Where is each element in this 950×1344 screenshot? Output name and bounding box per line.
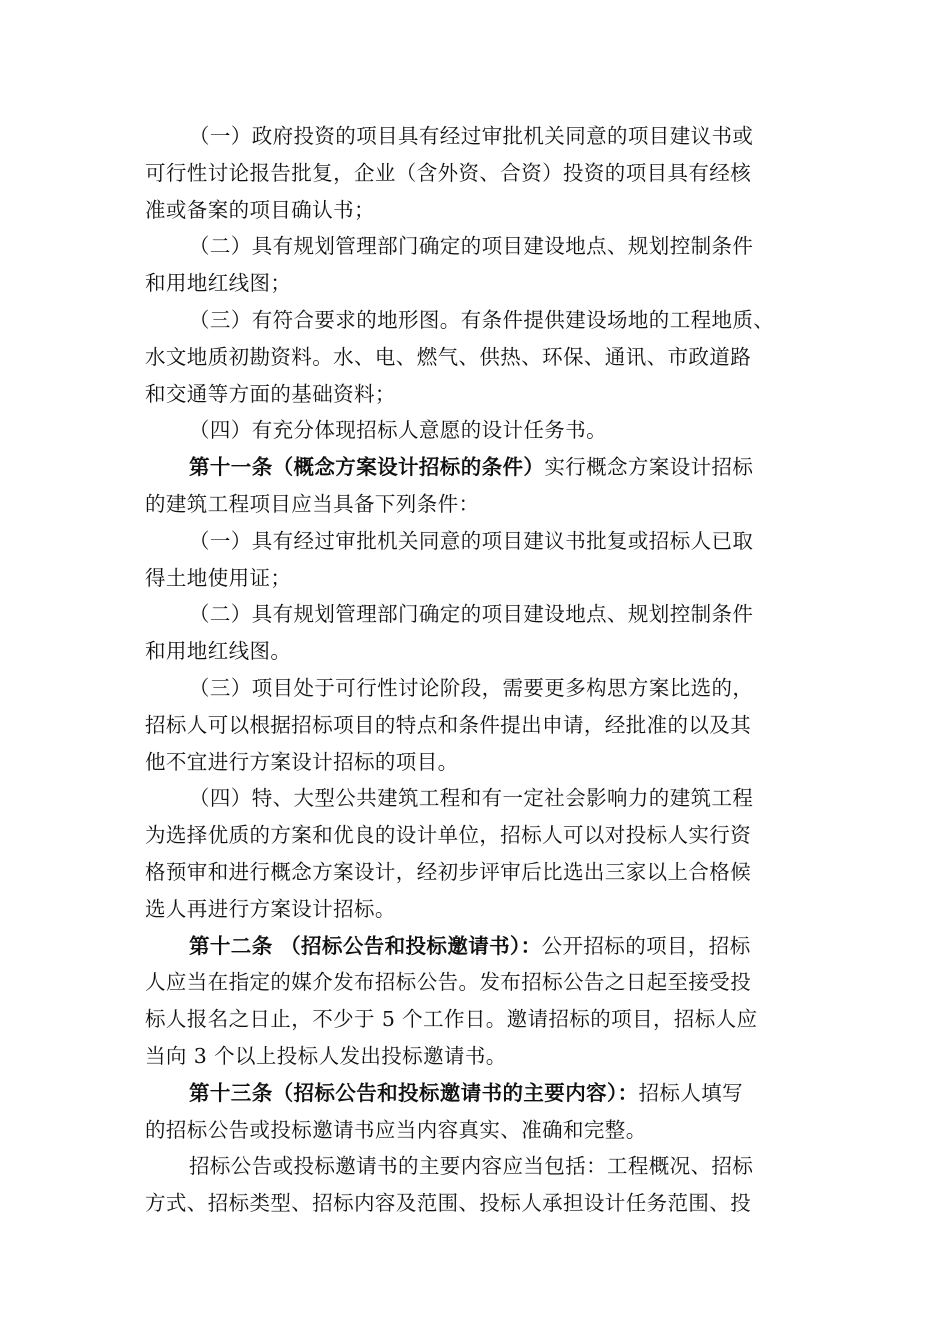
text-line: [145, 1112, 810, 1149]
line-text: 当向 3 个以上投标人发出投标邀请书。: [145, 1043, 507, 1068]
line-text: 他不宜进行方案设计招标的项目。: [145, 749, 459, 774]
article-heading-line: [145, 1075, 810, 1112]
line-text: 和用地红线图；: [145, 271, 292, 296]
line-text: 公开招标的项目，招标: [541, 933, 751, 958]
text-line: [145, 118, 810, 155]
article-heading-line: [145, 928, 810, 965]
text-line: [145, 1038, 810, 1075]
text-line: [145, 596, 810, 633]
text-line: [145, 523, 810, 560]
text-line: [145, 265, 810, 302]
line-text: 招标人可以根据招标项目的特点和条件提出申请，经批准的以及其: [145, 712, 752, 737]
text-line: [145, 228, 810, 265]
line-text: （三）有符合要求的地形图。有条件提供建设场地的工程地质、: [189, 307, 775, 332]
article-heading: 第十二条 （招标公告和投标邀请书）：: [189, 933, 542, 958]
line-text: 标人报名之日止，不少于 5 个工作日。邀请招标的项目，招标人应: [145, 1007, 758, 1032]
line-text: （一）具有经过审批机关同意的项目建议书批复或招标人已取: [189, 528, 754, 553]
line-text: 的建筑工程项目应当具备下列条件：: [145, 491, 480, 516]
line-text: 选人再进行方案设计招标。: [145, 896, 396, 921]
article-heading: 第十三条（招标公告和投标邀请书的主要内容）：: [189, 1080, 639, 1105]
line-text: 招标人填写: [638, 1080, 744, 1105]
line-text: 人应当在指定的媒介发布招标公告。发布招标公告之日起至接受投: [145, 970, 752, 995]
line-text: 为选择优质的方案和优良的设计单位，招标人可以对投标人实行资: [145, 823, 752, 848]
line-text: （四）有充分体现招标人意愿的设计任务书。: [189, 418, 607, 443]
text-line: [145, 891, 810, 928]
line-text: （一）政府投资的项目具有经过审批机关同意的项目建议书或: [189, 124, 754, 148]
text-line: [145, 339, 810, 376]
text-line: [145, 376, 810, 413]
text-line: [145, 560, 810, 597]
line-text: 准或备案的项目确认书；: [145, 197, 375, 222]
line-text: 水文地质初勘资料。水、电、燃气、供热、环保、通讯、市政道路: [145, 344, 752, 369]
line-text: 可行性讨论报告批复，企业（含外资、合资）投资的项目具有经核: [145, 160, 752, 185]
text-line: [145, 1001, 810, 1038]
line-text: 格预审和进行概念方案设计，经初步评审后比选出三家以上合格候: [145, 859, 752, 884]
line-text: 和用地红线图。: [145, 639, 292, 664]
text-line: [145, 817, 810, 854]
text-line: [145, 302, 810, 339]
text-line: [145, 780, 810, 817]
document-body: [145, 118, 810, 1222]
line-text: （二）具有规划管理部门确定的项目建设地点、规划控制条件: [189, 234, 754, 259]
text-line: [145, 1148, 810, 1185]
line-text: 得土地使用证；: [145, 565, 292, 590]
line-text: （三）项目处于可行性讨论阶段，需要更多构思方案比选的，: [189, 675, 754, 700]
line-text: （四）特、大型公共建筑工程和有一定社会影响力的建筑工程: [189, 786, 754, 811]
line-text: 实行概念方案设计招标: [544, 455, 754, 480]
text-line: [145, 744, 810, 781]
line-text: 方式、招标类型、招标内容及范围、投标人承担设计任务范围、投: [145, 1191, 752, 1216]
line-text: （二）具有规划管理部门确定的项目建设地点、规划控制条件: [189, 602, 754, 627]
text-line: [145, 155, 810, 192]
line-text: 招标公告或投标邀请书的主要内容应当包括：工程概况、招标: [189, 1154, 754, 1179]
article-heading-line: [145, 449, 810, 486]
text-line: [145, 707, 810, 744]
text-line: [145, 633, 810, 670]
text-line: [145, 1185, 810, 1222]
text-line: [145, 964, 810, 1001]
text-line: [145, 854, 810, 891]
article-heading: 第十一条（概念方案设计招标的条件）: [189, 455, 545, 480]
text-line: [145, 412, 810, 449]
text-line: [145, 670, 810, 707]
text-line: [145, 486, 810, 523]
line-text: 和交通等方面的基础资料；: [145, 381, 396, 406]
text-line: [145, 192, 810, 229]
line-text: 的招标公告或投标邀请书应当内容真实、准确和完整。: [145, 1117, 647, 1142]
